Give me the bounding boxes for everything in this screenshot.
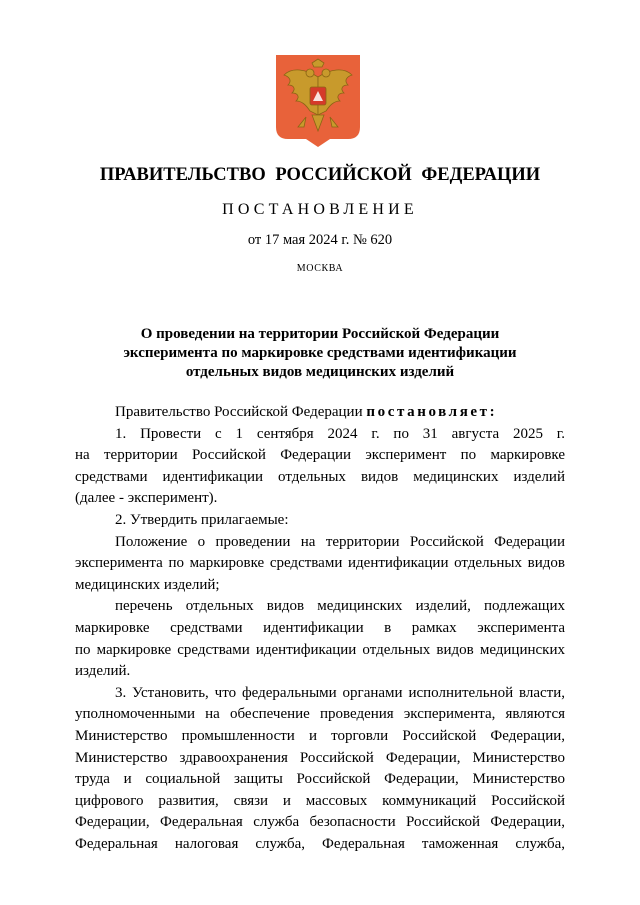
paragraph-line: Министерство здравоохранения Российской Федерации, Министерство	[75, 749, 565, 766]
paragraph-line: 3. Установить, что федеральными органами исполнительной власти,	[115, 684, 565, 701]
paragraph-line: изделий.	[75, 663, 131, 680]
title-line: отдельных видов медицинских изделий	[185, 364, 455, 380]
paragraph-line: Министерство промышленности и торговли Российской Федерации,	[75, 727, 565, 744]
paragraph-line: эксперимента по маркировке средствами идентификации отдельных видов	[75, 555, 565, 572]
paragraph-line: медицинских изделий;	[75, 576, 220, 593]
document-date-number: от 17 мая 2024 г. № 620	[247, 232, 393, 248]
coat-of-arms-emblem	[276, 55, 360, 147]
paragraph-line: по маркировке средствами идентификации отдельных видов медицинских	[75, 641, 565, 658]
paragraph-line: уполномоченными на обеспечение проведения эксперимента, являются	[75, 706, 565, 723]
government-heading: ПРАВИТЕЛЬСТВО РОССИЙСКОЙ ФЕДЕРАЦИИ	[99, 165, 541, 185]
paragraph-line: 1. Провести с 1 сентября 2024 г. по 31 августа 2025 г.	[115, 425, 565, 442]
paragraph-line: 2. Утвердить прилагаемые:	[115, 511, 289, 528]
paragraph-line: маркировке средствами идентификации в рамках эксперимента	[75, 619, 565, 636]
document-body	[75, 402, 565, 855]
intro-text: Правительство Российской Федерации	[115, 404, 363, 420]
document-title	[0, 325, 640, 382]
paragraph-line: Федерации, Федеральная служба безопасности Российской Федерации,	[75, 814, 565, 831]
intro-paragraph	[75, 402, 565, 424]
paragraph-line: (далее - эксперимент).	[75, 490, 218, 507]
paragraph-line: Положение о проведении на территории Российской Федерации	[115, 533, 565, 550]
paragraph-line: цифрового развития, связи и массовых коммуникаций Российской	[75, 792, 565, 809]
document-type: ПОСТАНОВЛЕНИЕ	[222, 201, 418, 218]
title-line: эксперимента по маркировке средствами идентификации	[123, 345, 517, 361]
paragraph-line: Федеральная налоговая служба, Федеральная таможенная служба,	[75, 835, 565, 852]
paragraph-line: на территории Российской Федерации эксперимент по маркировке	[75, 447, 565, 464]
title-line: О проведении на территории Российской Федерации	[140, 326, 500, 342]
intro-action: постановляет:	[366, 404, 498, 420]
document-city: МОСКВА	[296, 263, 344, 274]
paragraph-line: перечень отдельных видов медицинских изделий, подлежащих	[115, 598, 565, 615]
paragraph-line: труда и социальной защиты Российской Федерации, Министерство	[75, 771, 565, 788]
paragraph-line: средствами идентификации отдельных видов медицинских изделий	[75, 468, 565, 485]
